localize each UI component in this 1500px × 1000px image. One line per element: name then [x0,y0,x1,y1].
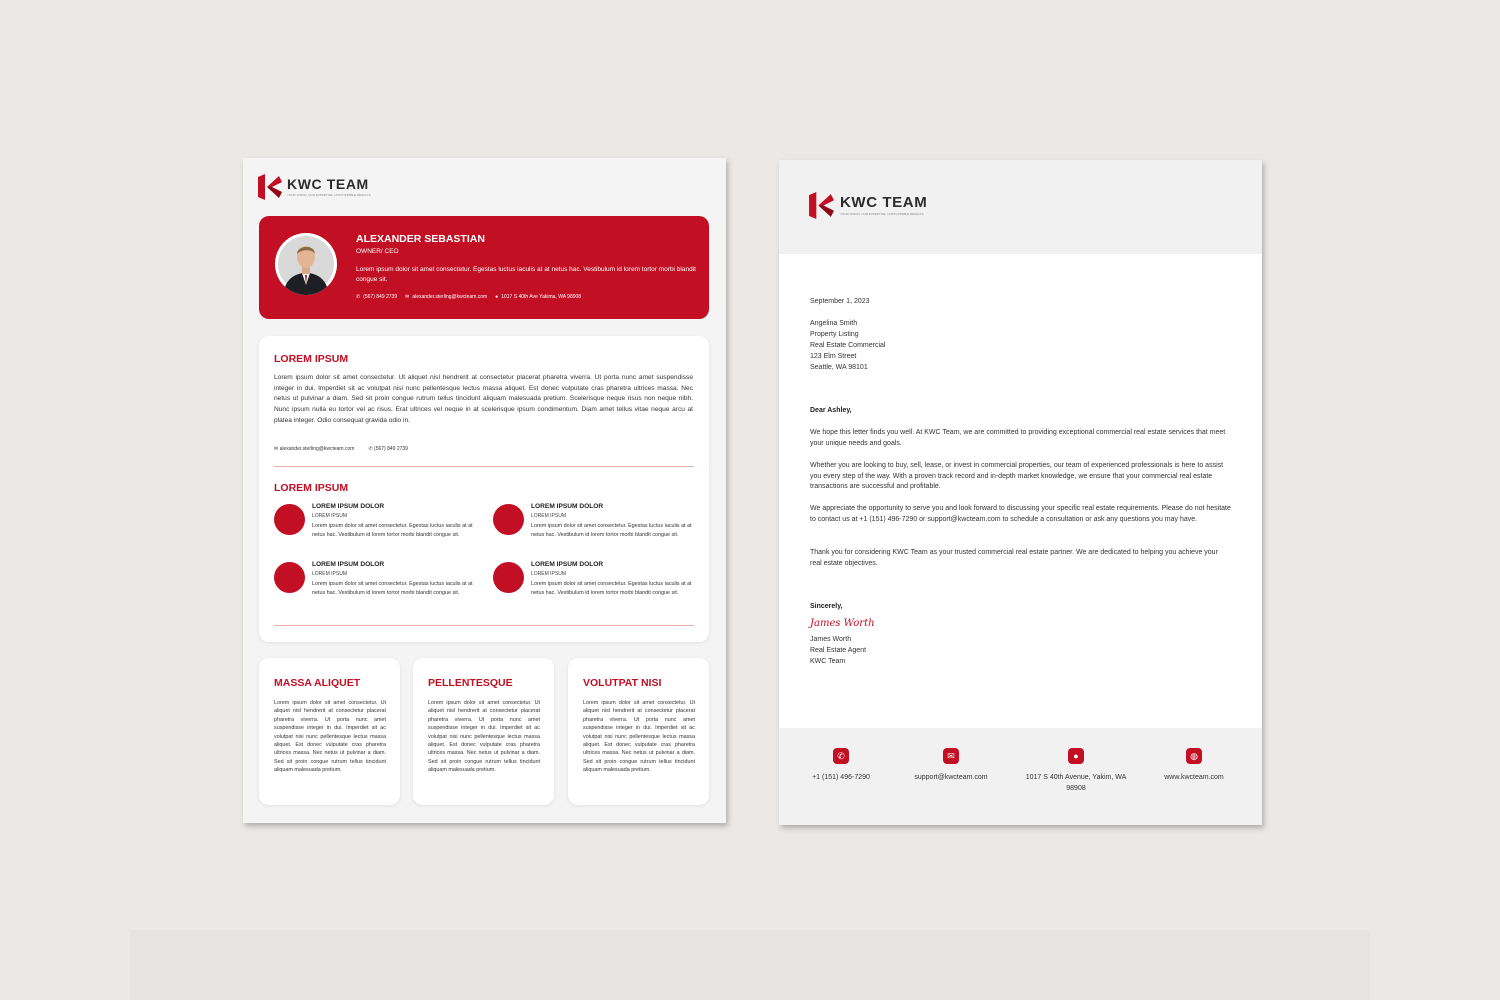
column-text: Lorem ipsum dolor sit amet consectetur. Ut aliquet nisl hendrerit at consectetur placerat pharetra viverra. Ut porta nunc amet suspendisse integer in dui. Imperdiet sit ac volutpat nisi nunc pellentesque lectus massa aliquet. Est donec vulputate cras pharetra ultrices massa. Nec netus ut pulvinar a diam. Sed sit proin congue rutrum tellus tincidunt aliquam malesuada pretium. [274,700,386,774]
service-text: Lorem ipsum dolor sit amet consectetur. Egestas luctus iaculis at at netus hac. Vestibulum id lorem tortor morbi blandit congue sit. [312,581,473,596]
column-card-pellentesque [413,658,554,805]
letter-date: September 1, 2023 [810,298,870,305]
brand-name: KWC TEAM [287,176,369,192]
footer-address [1025,748,1127,794]
footer-phone-text: +1 (151) 496-7290 [812,774,870,781]
mail-icon: ✉ [274,446,280,452]
letter-footer [779,728,1262,825]
kwc-logo-icon [809,192,834,219]
footer-address-text: 1017 S 40th Avenue, Yakim, WA 98908 [1025,774,1127,792]
service-subtitle: LOREM IPSUM [312,513,348,519]
signer-title: Real Estate Agent [810,647,867,654]
brand-logo [258,174,371,200]
letter-paragraph: We hope this letter finds you well. At KWC Team, we are committed to providing exceptional commercial real estate services that meet your unique needs and goals. [810,429,1226,447]
profile-bio: Lorem ipsum dolor sit amet consectetur. Egestas luctus iaculis at at netus hac. Vestibulum id lorem tortor morbi blandit congue sit. [356,266,696,283]
about-text: Lorem ipsum dolor sit amet consectetur. Ut aliquet nisl hendrerit at consectetur placerat pharetra viverra. Ut porta nunc amet suspendisse integer in dui. Imperdiet sit ac volutpat nisi nunc pellentesque lectus massa aliquet. Est donec vulputate cras pharetra ultrices massa. Nec netus ut pulvinar a diam. Sed sit proin congue rutrum tellus tincidunt aliquam malesuada pretium. Scelerisque neque risus non neque nibh. Nunc ipsum nulla eu tortor vel ac risus. Erat ultrices vel neque in at scelerisque ipsum condimentum. Diam amet tellus vitae neque arcu at platea integer. Odio consequat gravida odio in. [274,374,693,424]
recipient-street: 123 Elm Street [810,353,857,360]
service-title: LOREM IPSUM DOLOR [312,503,385,510]
column-title: VOLUTPAT NISI [583,677,662,689]
service-text: Lorem ipsum dolor sit amet consectetur. Egestas luctus iaculis at at netus hac. Vestibulum id lorem tortor morbi blandit congue sit. [312,523,473,538]
services-title: LOREM IPSUM [274,482,349,494]
column-card-volutpat [568,658,709,805]
service-text: Lorem ipsum dolor sit amet consectetur. Egestas luctus iaculis at at netus hac. Vestibulum id lorem tortor morbi blandit congue sit. [531,523,692,538]
floor-shadow [130,930,1370,1000]
globe-icon: ◍ [1186,748,1202,764]
column-title: PELLENTESQUE [428,677,513,689]
service-subtitle: LOREM IPSUM [531,513,567,519]
profile-phone: (567) 849 2739 [363,294,398,300]
service-icon [493,562,524,593]
service-title: LOREM IPSUM DOLOR [531,561,604,568]
column-title: MASSA ALIQUET [274,677,361,689]
service-subtitle: LOREM IPSUM [531,571,567,577]
divider [274,625,694,626]
footer-phone [801,748,881,784]
about-title: LOREM IPSUM [274,353,349,365]
service-icon [493,504,524,535]
mail-icon: ✉ [405,294,410,300]
mail-icon: ✉ [943,748,959,764]
signer-company: KWC Team [810,658,846,665]
service-text: Lorem ipsum dolor sit amet consectetur. Egestas luctus iaculis at at netus hac. Vestibulum id lorem tortor morbi blandit congue sit. [531,581,692,596]
service-icon [274,504,305,535]
about-contacts [274,446,408,452]
avatar [275,233,337,295]
signer-name: James Worth [810,636,852,643]
profile-banner [259,216,709,319]
location-pin-icon: ● [1068,748,1084,764]
resume-page [243,158,726,823]
service-subtitle: LOREM IPSUM [312,571,348,577]
brand-tagline: YOUR VISION, OUR EXPERTISE, UNSTOPPABLE RESULTS [840,211,924,216]
phone-icon: ✆ [833,748,849,764]
letterhead-page [779,160,1262,825]
profile-name: ALEXANDER SEBASTIAN [356,233,485,245]
signature: James Worth [810,618,875,629]
kwc-logo-icon [258,174,282,200]
column-card-massa [259,658,400,805]
recipient-name: Angelina Smith [810,320,858,327]
brand-tagline: YOUR VISION, OUR EXPERTISE, UNSTOPPABLE RESULTS [287,193,371,197]
brand-name: KWC TEAM [840,193,928,211]
service-title: LOREM IPSUM DOLOR [531,503,604,510]
phone-icon: ✆ [368,446,375,452]
service-title: LOREM IPSUM DOLOR [312,561,385,568]
letter-paragraph: We appreciate the opportunity to serve you and look forward to discussing your specific real estate requirements. Please do not hesitate to contact us at +1 (151) 496-7290 or support@kwcteam.com to schedule a consultation or ask any questions you may have. [810,505,1231,523]
recipient-city: Seattle, WA 98101 [810,364,868,371]
phone-icon: ✆ [356,294,361,300]
profile-contacts [356,294,581,300]
location-pin-icon: ● [495,294,499,300]
about-card [259,336,709,642]
closing: Sincerely, [810,603,843,610]
profile-role: OWNER/ CEO [356,248,399,255]
column-text: Lorem ipsum dolor sit amet consectetur. Ut aliquet nisl hendrerit at consectetur placerat pharetra viverra. Ut porta nunc amet suspendisse integer in dui. Imperdiet sit ac volutpat nisi nunc pellentesque lectus massa aliquet. Est donec vulputate cras pharetra ultrices massa. Nec netus ut pulvinar a diam. Sed sit proin congue rutrum tellus tincidunt aliquam malesuada pretium. [428,700,540,774]
recipient-line: Property Listing [810,331,859,338]
column-text: Lorem ipsum dolor sit amet consectetur. Ut aliquet nisl hendrerit at consectetur placerat pharetra viverra. Ut porta nunc amet suspendisse integer in dui. Imperdiet sit ac volutpat nisi nunc pellentesque lectus massa aliquet. Est donec vulputate cras pharetra ultrices massa. Nec netus ut pulvinar a diam. Sed sit proin congue rutrum tellus tincidunt aliquam malesuada pretium. [583,700,695,774]
letter-paragraph: Thank you for considering KWC Team as your trusted commercial real estate partner. We are dedicated to helping you achieve your real estate objectives. [810,549,1218,567]
footer-email [901,748,1001,784]
about-phone: (567) 849 2739 [374,446,408,452]
footer-website-text: www.kwcteam.com [1164,774,1224,781]
about-email: alexander.sterling@kwcteam.com [279,446,355,452]
brand-logo [809,192,927,219]
footer-website [1149,748,1239,784]
recipient-line: Real Estate Commercial [810,342,886,349]
profile-email: alexander.sterling@kwcteam.com [412,294,488,300]
letter-header [779,160,1262,254]
service-icon [274,562,305,593]
footer-email-text: support@kwcteam.com [914,774,988,781]
profile-address: 1017 S 40th Ave Yakima, WA 98908 [501,294,582,300]
divider [274,466,694,467]
letter-paragraph: Whether you are looking to buy, sell, lease, or invest in commercial properties, our team of experienced professionals is here to assist you every step of the way. With a proven track record and in-depth market knowledge, we ensure that your commercial real estate transactions are successful and profitable. [810,462,1224,491]
salutation: Dear Ashley, [810,407,852,414]
